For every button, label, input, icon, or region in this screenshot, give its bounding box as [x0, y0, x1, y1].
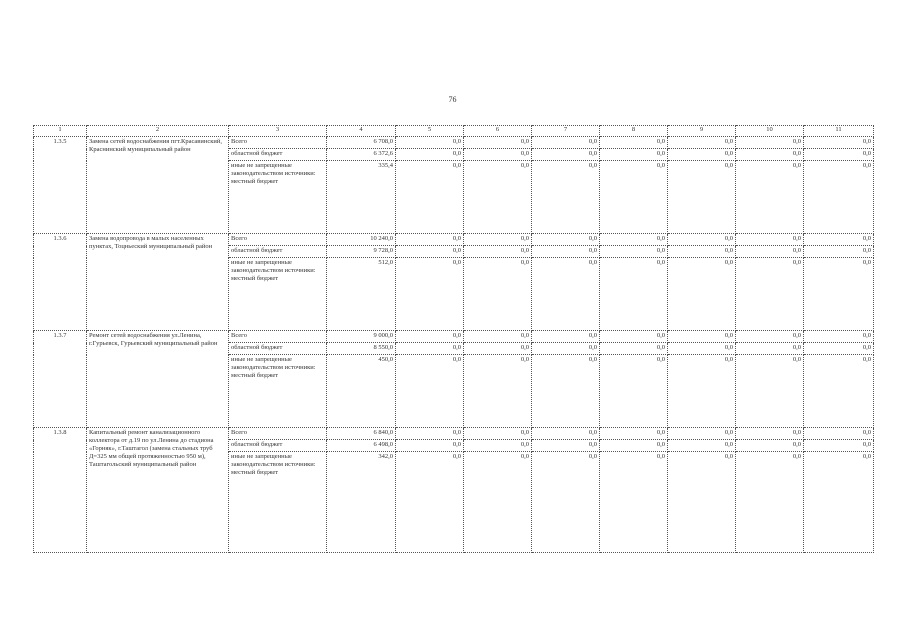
table-row [34, 234, 874, 246]
funding-source: областной бюджет [229, 246, 327, 258]
amount-cell: 0,0 [532, 161, 600, 234]
funding-source: областной бюджет [229, 440, 327, 452]
funding-source: иные не запрещенные законодательством источники: местный бюджет [229, 161, 327, 234]
amount-cell: 0,0 [668, 428, 736, 440]
amount-cell: 342,0 [327, 452, 396, 553]
amount-cell: 0,0 [600, 440, 668, 452]
amount-cell: 0,0 [668, 246, 736, 258]
amount-cell: 0,0 [396, 355, 464, 428]
amount-cell: 0,0 [668, 137, 736, 149]
amount-cell: 0,0 [464, 246, 532, 258]
amount-cell: 0,0 [736, 355, 804, 428]
amount-cell: 0,0 [532, 234, 600, 246]
amount-cell: 6 372,6 [327, 149, 396, 161]
amount-cell: 0,0 [600, 149, 668, 161]
amount-cell: 0,0 [396, 440, 464, 452]
amount-cell: 0,0 [396, 234, 464, 246]
amount-cell: 0,0 [804, 355, 874, 428]
amount-cell: 0,0 [804, 440, 874, 452]
amount-cell: 0,0 [464, 355, 532, 428]
amount-cell: 0,0 [600, 234, 668, 246]
amount-cell: 0,0 [396, 452, 464, 553]
amount-cell: 0,0 [804, 452, 874, 553]
amount-cell: 0,0 [600, 343, 668, 355]
amount-cell: 0,0 [532, 331, 600, 343]
project-code: 1.3.7 [34, 331, 87, 428]
amount-cell: 0,0 [736, 258, 804, 331]
amount-cell: 0,0 [464, 331, 532, 343]
page-number: 76 [448, 95, 457, 104]
funding-source: иные не запрещенные законодательством источники: местный бюджет [229, 452, 327, 553]
funding-source: иные не запрещенные законодательством источники: местный бюджет [229, 355, 327, 428]
amount-cell: 0,0 [532, 149, 600, 161]
amount-cell: 335,4 [327, 161, 396, 234]
column-header: 11 [804, 126, 874, 137]
table-row [34, 428, 874, 440]
project-name: Замена водопровода в малых населенных пунктах, Тоцньеский муниципальный район [87, 234, 229, 331]
amount-cell: 8 550,0 [327, 343, 396, 355]
amount-cell: 0,0 [668, 331, 736, 343]
project-name: Капитальный ремонт канализационного коллектора от д.19 по ул.Ленина до стадиона «Горняк», г.Таштагол (замена стальных труб Д=325 мм общей протяженностью 950 м), Таштагольский муниципальный район [87, 428, 229, 553]
amount-cell: 0,0 [532, 428, 600, 440]
amount-cell: 0,0 [600, 428, 668, 440]
project-name: Ремонт сетей водоснабжения ул.Ленина, г.Гурьевск, Гурьевский муниципальный район [87, 331, 229, 428]
amount-cell: 0,0 [464, 452, 532, 553]
amount-cell: 0,0 [736, 246, 804, 258]
column-header: 7 [532, 126, 600, 137]
amount-cell: 0,0 [736, 428, 804, 440]
amount-cell: 0,0 [600, 331, 668, 343]
project-code: 1.3.8 [34, 428, 87, 553]
column-header: 4 [327, 126, 396, 137]
amount-cell: 0,0 [668, 440, 736, 452]
amount-cell: 0,0 [396, 428, 464, 440]
funding-source: Всего [229, 428, 327, 440]
amount-cell: 0,0 [464, 149, 532, 161]
amount-cell: 0,0 [736, 452, 804, 553]
amount-cell: 6 708,0 [327, 137, 396, 149]
amount-cell: 0,0 [736, 137, 804, 149]
project-code: 1.3.6 [34, 234, 87, 331]
amount-cell: 0,0 [668, 234, 736, 246]
amount-cell: 450,0 [327, 355, 396, 428]
amount-cell: 0,0 [736, 149, 804, 161]
column-header: 3 [229, 126, 327, 137]
amount-cell: 0,0 [464, 428, 532, 440]
amount-cell: 0,0 [396, 246, 464, 258]
amount-cell: 0,0 [804, 258, 874, 331]
amount-cell: 0,0 [464, 137, 532, 149]
amount-cell: 0,0 [464, 161, 532, 234]
amount-cell: 0,0 [736, 343, 804, 355]
amount-cell: 0,0 [600, 355, 668, 428]
amount-cell: 0,0 [668, 452, 736, 553]
amount-cell: 0,0 [600, 452, 668, 553]
amount-cell: 0,0 [804, 246, 874, 258]
column-header: 9 [668, 126, 736, 137]
column-header: 1 [34, 126, 87, 137]
amount-cell: 512,0 [327, 258, 396, 331]
amount-cell: 0,0 [804, 149, 874, 161]
amount-cell: 0,0 [736, 331, 804, 343]
amount-cell: 0,0 [736, 234, 804, 246]
amount-cell: 0,0 [532, 440, 600, 452]
amount-cell: 0,0 [396, 258, 464, 331]
amount-cell: 0,0 [668, 343, 736, 355]
table-body [34, 137, 874, 553]
amount-cell: 0,0 [804, 428, 874, 440]
amount-cell: 0,0 [736, 161, 804, 234]
funding-source: областной бюджет [229, 149, 327, 161]
amount-cell: 0,0 [668, 355, 736, 428]
amount-cell: 0,0 [804, 234, 874, 246]
funding-source: Всего [229, 137, 327, 149]
column-header: 2 [87, 126, 229, 137]
amount-cell: 0,0 [804, 137, 874, 149]
amount-cell: 0,0 [532, 137, 600, 149]
header-row [34, 126, 874, 137]
amount-cell: 0,0 [804, 331, 874, 343]
amount-cell: 0,0 [532, 246, 600, 258]
amount-cell: 0,0 [804, 161, 874, 234]
table-row [34, 137, 874, 149]
amount-cell: 0,0 [464, 343, 532, 355]
column-header: 6 [464, 126, 532, 137]
amount-cell: 0,0 [396, 343, 464, 355]
funding-source: Всего [229, 331, 327, 343]
amount-cell: 0,0 [532, 258, 600, 331]
amount-cell: 0,0 [464, 234, 532, 246]
funding-source: областной бюджет [229, 343, 327, 355]
amount-cell: 0,0 [396, 161, 464, 234]
amount-cell: 0,0 [600, 258, 668, 331]
project-name: Замена сетей водоснабжения пгт.Красавинский, Краснинский муниципальный район [87, 137, 229, 234]
amount-cell: 0,0 [600, 137, 668, 149]
amount-cell: 0,0 [600, 161, 668, 234]
project-code: 1.3.5 [34, 137, 87, 234]
funding-source: иные не запрещенные законодательством источники: местный бюджет [229, 258, 327, 331]
column-header: 5 [396, 126, 464, 137]
budget-table [33, 125, 874, 553]
amount-cell: 0,0 [396, 331, 464, 343]
amount-cell: 0,0 [736, 440, 804, 452]
amount-cell: 0,0 [532, 355, 600, 428]
amount-cell: 0,0 [600, 246, 668, 258]
amount-cell: 0,0 [668, 258, 736, 331]
amount-cell: 0,0 [532, 343, 600, 355]
table-row [34, 331, 874, 343]
amount-cell: 0,0 [396, 137, 464, 149]
amount-cell: 0,0 [668, 149, 736, 161]
column-header: 8 [600, 126, 668, 137]
amount-cell: 6 498,0 [327, 440, 396, 452]
column-header: 10 [736, 126, 804, 137]
amount-cell: 0,0 [464, 258, 532, 331]
funding-source: Всего [229, 234, 327, 246]
amount-cell: 0,0 [396, 149, 464, 161]
amount-cell: 9 000,0 [327, 331, 396, 343]
amount-cell: 10 240,0 [327, 234, 396, 246]
amount-cell: 0,0 [464, 440, 532, 452]
amount-cell: 0,0 [532, 452, 600, 553]
amount-cell: 0,0 [804, 343, 874, 355]
amount-cell: 0,0 [668, 161, 736, 234]
amount-cell: 9 728,0 [327, 246, 396, 258]
amount-cell: 6 840,0 [327, 428, 396, 440]
